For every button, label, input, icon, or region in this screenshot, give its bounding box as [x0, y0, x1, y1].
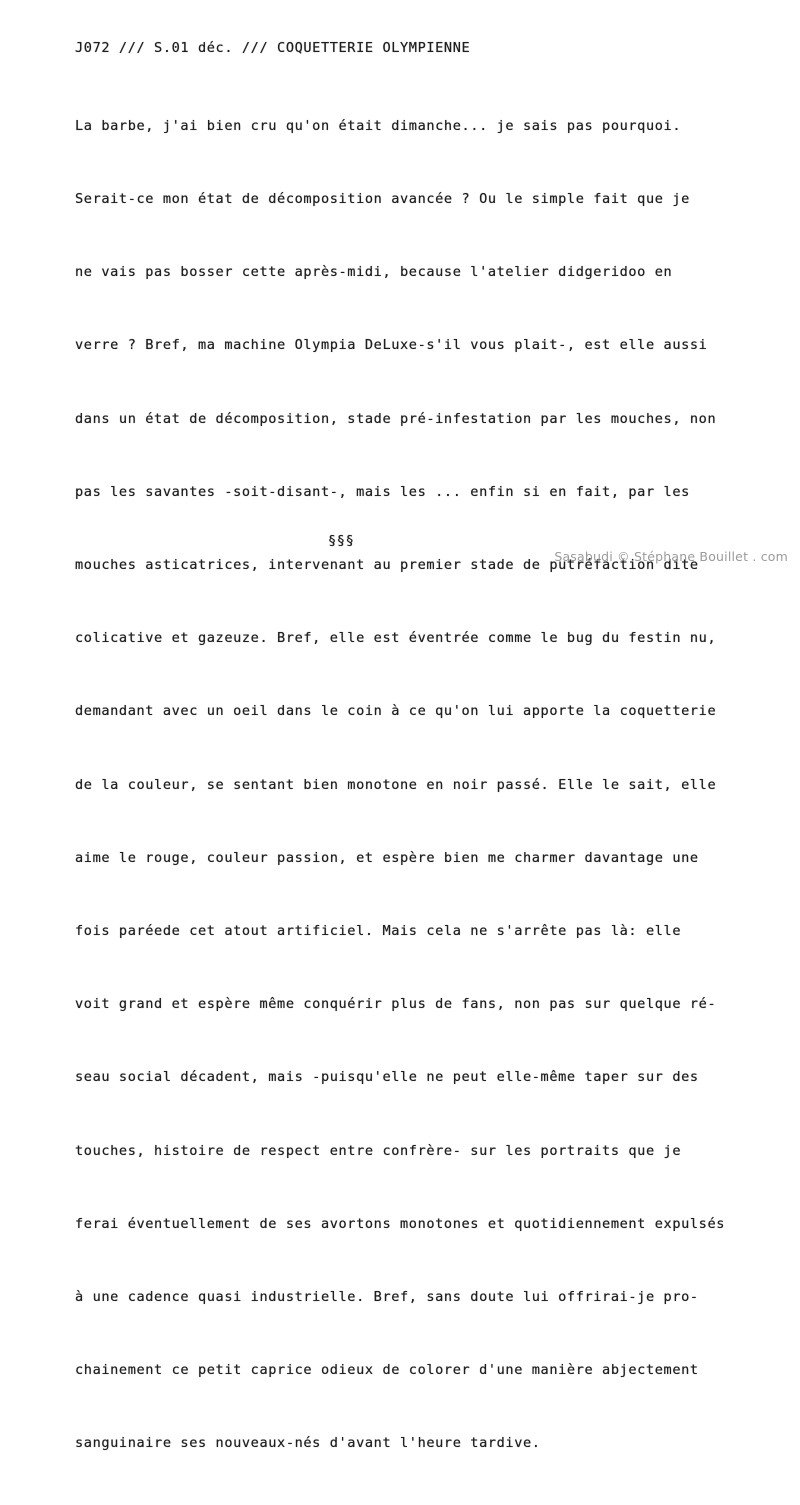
copyright-watermark: Sasabudi © Stéphane Bouillet . com [554, 549, 788, 564]
body-line: touches, histoire de respect entre confrère- sur les portraits que je [75, 1142, 682, 1159]
body-line: Serait-ce mon état de décomposition avancée ? Ou le simple fait que je [75, 191, 690, 208]
body-line: demandant avec un oeil dans le coin à ce qu'on lui apporte la coquetterie [75, 703, 717, 720]
entry-body [75, 65, 725, 1505]
signoff-mark: §§§ [328, 533, 355, 549]
body-line: dans un état de décomposition, stade pré-infestation par les mouches, non [75, 410, 717, 427]
body-line: mouches asticatrices, intervenant au premier stade de putréfaction dite [75, 557, 699, 574]
body-line: seau social décadent, mais -puisqu'elle ne peut elle-même taper sur des [75, 1069, 699, 1086]
body-line: La barbe, j'ai bien cru qu'on était dimanche... je sais pas pourquoi. [75, 117, 682, 134]
body-line: chainement ce petit caprice odieux de colorer d'une manière abjectement [75, 1362, 699, 1379]
body-line: pas les savantes -soit-disant-, mais les ... enfin si en fait, par les [75, 483, 690, 500]
body-line: sanguinaire ses nouveaux-nés d'avant l'heure tardive. [75, 1435, 541, 1452]
body-line: verre ? Bref, ma machine Olympia DeLuxe-s'il vous plait-, est elle aussi [75, 337, 708, 354]
body-line: ferai éventuellement de ses avortons monotones et quotidiennement expulsés [75, 1215, 726, 1232]
body-line: à une cadence quasi industrielle. Bref, sans doute lui offrirai-je pro- [75, 1289, 699, 1306]
body-line: aime le rouge, couleur passion, et espère bien me charmer davantage une [75, 849, 699, 866]
body-line: de la couleur, se sentant bien monotone en noir passé. Elle le sait, elle [75, 776, 717, 793]
entry-header: J072 /// S.01 déc. /// COQUETTERIE OLYMPIENNE [75, 40, 471, 56]
body-line: ne vais pas bosser cette après-midi, because l'atelier didgeridoo en [75, 264, 673, 281]
body-line: colicative et gazeuze. Bref, elle est éventrée comme le bug du festin nu, [75, 630, 717, 647]
body-line: voit grand et espère même conquérir plus de fans, non pas sur quelque ré- [75, 996, 717, 1013]
body-line: fois paréede cet atout artificiel. Mais cela ne s'arrête pas là: elle [75, 923, 682, 940]
